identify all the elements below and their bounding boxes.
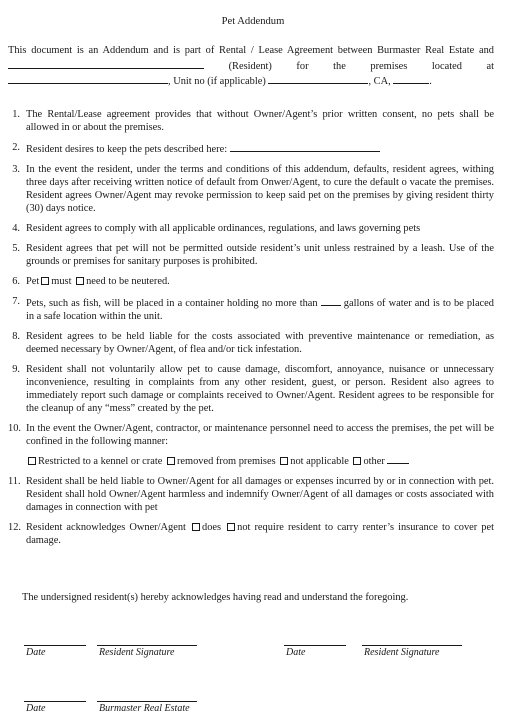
option-label: other bbox=[363, 456, 385, 467]
zip-blank[interactable] bbox=[393, 73, 429, 84]
item-number: 12. bbox=[8, 522, 21, 533]
item-number: 8. bbox=[12, 331, 20, 342]
intro-paragraph bbox=[8, 44, 494, 89]
item-text-post: gallons of water and is to be placed in a safe location within the unit. bbox=[26, 298, 494, 322]
item-number: 9. bbox=[12, 364, 20, 375]
item-text-post: need to be neutered. bbox=[86, 276, 170, 287]
intro-text-2: (Resident) for the premises located at bbox=[228, 60, 494, 72]
page-title: Pet Addendum bbox=[221, 16, 285, 27]
item-number: 2. bbox=[12, 142, 20, 153]
resident-signature-line-2[interactable] bbox=[362, 645, 462, 646]
need-checkbox[interactable] bbox=[76, 277, 84, 285]
intro-text-3: , Unit no (if applicable) bbox=[168, 76, 266, 88]
item-text-mid: does bbox=[202, 522, 222, 533]
list-item bbox=[8, 222, 494, 235]
city-blank[interactable] bbox=[268, 73, 368, 84]
option-label: Restricted to a kennel or crate bbox=[38, 456, 163, 467]
does-not-checkbox[interactable] bbox=[227, 523, 235, 531]
item-text: Resident agrees to be held liable for the costs associated with preventive maintenance or remediation, as deemed necessary by Owner/Agent, of flea and/or tick infestation. bbox=[26, 331, 494, 355]
date-line-2[interactable] bbox=[284, 645, 346, 646]
list-item bbox=[8, 475, 494, 514]
item-text: Resident agrees that pet will not be permitted outside resident’s unit unless restrained by a leash. Use of the grounds or premises for sanitary purposes is prohibited. bbox=[26, 243, 494, 267]
item-number: 6. bbox=[12, 276, 20, 287]
item-text-post: not require resident to carry renter’s insurance to cover pet damage. bbox=[26, 522, 494, 546]
must-checkbox[interactable] bbox=[41, 277, 49, 285]
list-item bbox=[8, 242, 494, 268]
not-applicable-checkbox[interactable] bbox=[280, 457, 288, 465]
list-item bbox=[8, 422, 494, 468]
terms-list bbox=[8, 108, 494, 554]
option-label: not applicable bbox=[290, 456, 349, 467]
item-text: Resident agrees to comply with all applicable ordinances, regulations, and laws governing pets bbox=[26, 223, 421, 234]
date-label-2: Date bbox=[286, 647, 306, 658]
item-text: The Rental/Lease agreement provides that without Owner/Agent’s prior written consent, no pets shall be allowed in or about the premises. bbox=[26, 109, 494, 133]
other-checkbox[interactable] bbox=[353, 457, 361, 465]
list-item bbox=[8, 295, 494, 323]
item-number: 1. bbox=[12, 109, 20, 120]
acknowledgement-text: The undersigned resident(s) hereby acknowledges having read and understand the foregoing. bbox=[22, 592, 409, 603]
date-label-3: Date bbox=[26, 703, 46, 714]
other-blank[interactable] bbox=[387, 453, 409, 464]
item-text-pre: Pets, such as fish, will be placed in a container holding no more than bbox=[26, 298, 318, 309]
lessee-name-blank[interactable] bbox=[8, 58, 204, 69]
item-number: 5. bbox=[12, 243, 20, 254]
item-text-pre: Pet bbox=[26, 276, 40, 287]
item-number: 4. bbox=[12, 223, 20, 234]
list-item bbox=[8, 330, 494, 356]
list-item bbox=[8, 141, 494, 156]
item-text: In the event the resident, under the terms and conditions of this addendum, defaults, resident agrees, withing three days after receiving written notice of default from Onwer/Agent, to cure the default o vacate the premises. Resident agrees Owner/Agent may revoke permission to keep said pet on the premises by giving resident thirty (30) days notice. bbox=[26, 164, 494, 214]
address-blank[interactable] bbox=[8, 73, 168, 84]
list-item bbox=[8, 275, 494, 288]
item-number: 11. bbox=[8, 476, 21, 487]
date-line-1[interactable] bbox=[24, 645, 86, 646]
confinement-options bbox=[26, 453, 494, 468]
agent-signature-label: Burmaster Real Estate bbox=[99, 703, 190, 714]
gallons-blank[interactable] bbox=[321, 295, 341, 306]
date-line-3[interactable] bbox=[24, 701, 86, 702]
resident-signature-label-1: Resident Signature bbox=[99, 647, 175, 658]
item-text: Resident shall be held liable to Owner/Agent for all damages or expenses incurred by or in connection with pet. Resident shall hold Owner/Agent harmless and indemnify Owner/Agent of all damages or costs associated with damages in connection with pet bbox=[26, 476, 494, 513]
item-text: Resident desires to keep the pets described here: bbox=[26, 144, 228, 155]
item-text: In the event the Owner/Agent, contractor, or maintenance personnel need to access the premises, the pet will be confined in the following manner: bbox=[26, 423, 494, 447]
intro-text-5: . bbox=[429, 76, 432, 88]
agent-signature-line[interactable] bbox=[97, 701, 197, 702]
list-item bbox=[8, 163, 494, 215]
item-text-pre: Resident acknowledges Owner/Agent bbox=[26, 522, 186, 533]
list-item bbox=[8, 521, 494, 547]
kennel-checkbox[interactable] bbox=[28, 457, 36, 465]
list-item bbox=[8, 108, 494, 134]
intro-text-4: , CA, bbox=[368, 76, 391, 88]
item-number: 7. bbox=[12, 296, 20, 307]
option-label: removed from premises bbox=[176, 456, 276, 467]
removed-checkbox[interactable] bbox=[167, 457, 175, 465]
list-item bbox=[8, 363, 494, 415]
item-text-mid: must bbox=[51, 276, 72, 287]
intro-text-1: This document is an Addendum and is part of Rental / Lease Agreement between Burmaster Real Estate and bbox=[8, 45, 494, 56]
item-number: 10. bbox=[8, 423, 21, 434]
resident-signature-line-1[interactable] bbox=[97, 645, 197, 646]
item-text: Resident shall not voluntarily allow pet to cause damage, discomfort, annoyance, nuisance or unnecessary inconvenience, resulting in complaints from any other resident, guest, or person. Resident also agrees to immediately report such damage or complaints received to Owner/Agent. Resident agrees to be responsible for the cleanup of any “mess” created by the pet. bbox=[26, 364, 494, 414]
item-number: 3. bbox=[12, 164, 20, 175]
pet-description-blank[interactable] bbox=[230, 141, 380, 152]
does-checkbox[interactable] bbox=[192, 523, 200, 531]
resident-signature-label-2: Resident Signature bbox=[364, 647, 440, 658]
date-label-1: Date bbox=[26, 647, 46, 658]
